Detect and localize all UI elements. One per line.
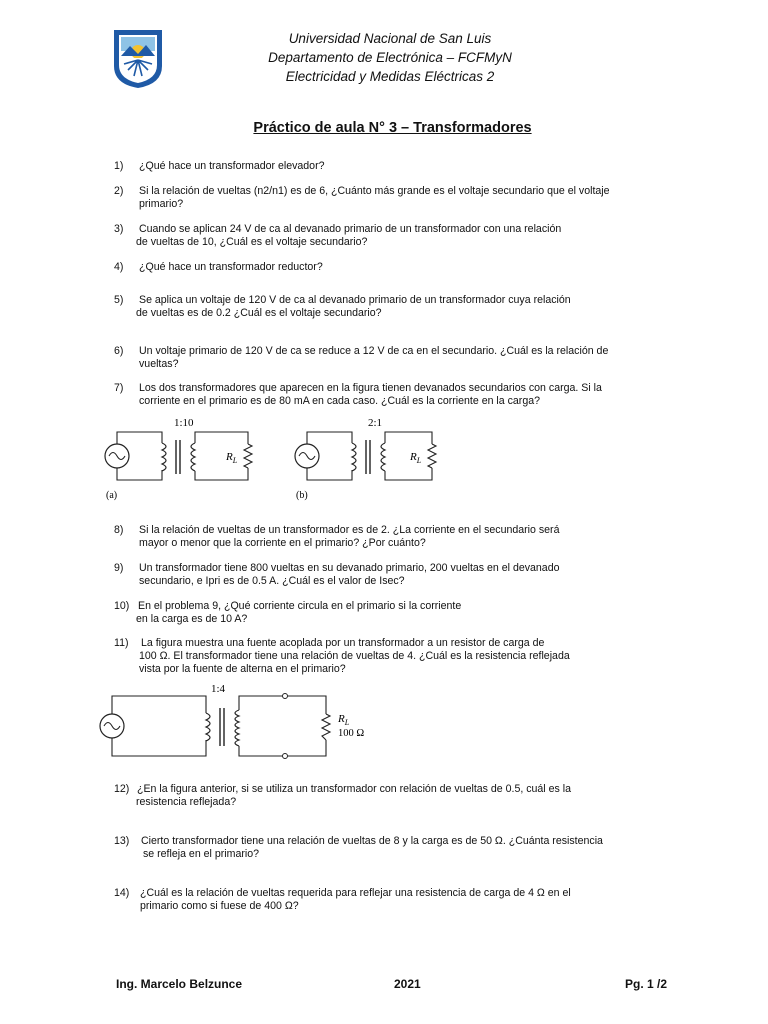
university-name: Universidad Nacional de San Luis [288, 31, 492, 46]
ratio-label-b: 2:1 [368, 417, 383, 429]
terminal-icon [283, 694, 288, 699]
footer-author: Ing. Marcelo Belzunce [116, 977, 243, 991]
load-label-11: $R_L$ [338, 713, 350, 727]
figure-question-7 [92, 408, 452, 506]
ratio-label-a: 1:10 [174, 417, 194, 429]
footer-page-number: Pg. 1 /2 [625, 977, 668, 991]
university-logo [110, 26, 166, 90]
figure-question-11 [94, 678, 370, 764]
ratio-label-11: 1:4 [211, 683, 226, 695]
load-label-b: $R_L$ [410, 451, 422, 465]
caption-b: (b) [296, 490, 308, 501]
department-name: Departamento de Electrónica – FCFMyN [268, 50, 512, 65]
page-title: Práctico de aula N° 3 – Transformadores [253, 120, 532, 136]
terminal-icon [283, 754, 288, 759]
caption-a: (a) [106, 490, 118, 501]
load-label-a: $R_L$ [226, 451, 238, 465]
course-name: Electricidad y Medidas Eléctricas 2 [285, 69, 495, 84]
load-value-11: 100 Ω [338, 728, 365, 739]
footer-year: 2021 [394, 977, 421, 991]
